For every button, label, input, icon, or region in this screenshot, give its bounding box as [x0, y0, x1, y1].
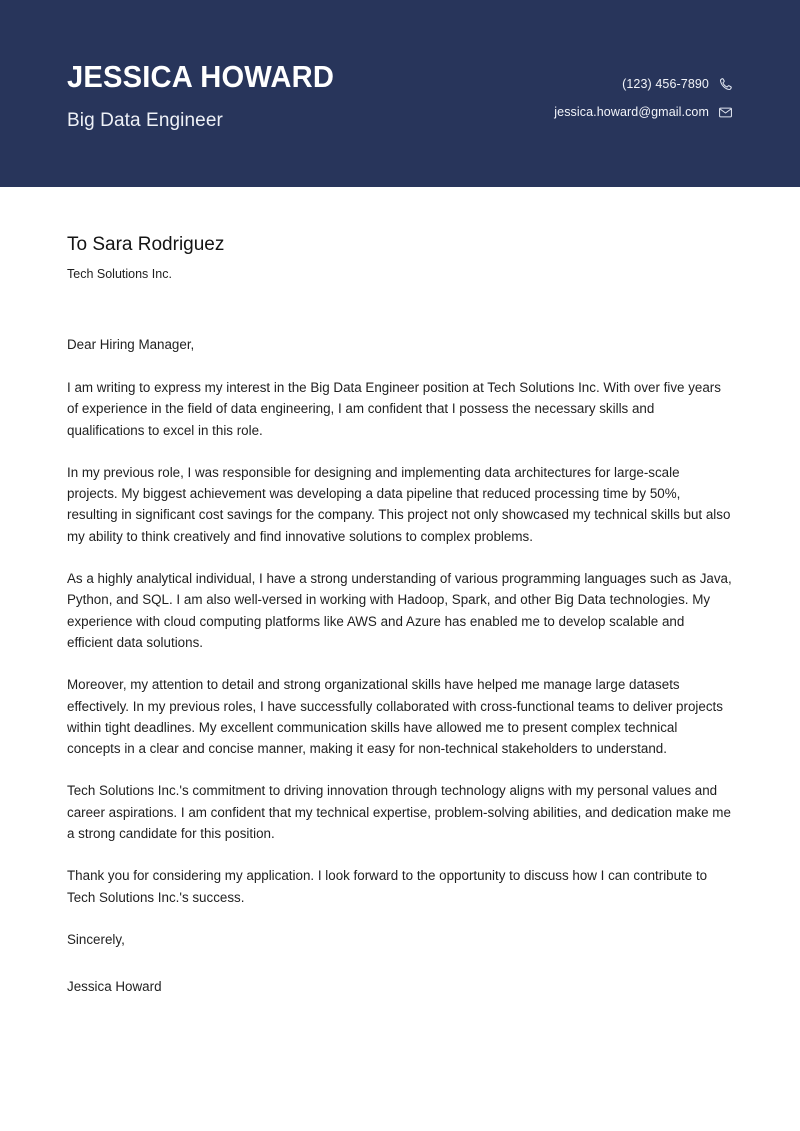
- recipient-name: To Sara Rodriguez: [67, 234, 225, 255]
- salutation: Dear Hiring Manager,: [67, 337, 195, 352]
- signature-name: Jessica Howard: [67, 978, 162, 994]
- envelope-icon: [718, 105, 733, 120]
- contact-phone-value: (123) 456-7890: [622, 76, 709, 91]
- contact-email-row[interactable]: [554, 105, 733, 120]
- phone-icon: [718, 77, 733, 92]
- candidate-job-title: Big Data Engineer: [67, 110, 223, 132]
- recipient-company: Tech Solutions Inc.: [67, 266, 172, 281]
- contact-email-value: jessica.howard@gmail.com: [554, 104, 709, 119]
- recipient-block: [67, 233, 733, 282]
- contact-phone-row[interactable]: [622, 77, 733, 92]
- letter-paragraph: Thank you for considering my application. I look forward to the opportunity to discuss how I can contribute to Tech Solutions Inc.'s success.: [67, 868, 708, 905]
- letter-header: [0, 0, 800, 187]
- letter-paragraph: As a highly analytical individual, I have a strong understanding of various programming languages such as Java, Python, and SQL. I am also well-versed in working with Hadoop, Spark, and other Big Data technologies. My experience with cloud computing platforms like AWS and Azure has enabled me to develop scalable and efficient data solutions.: [67, 571, 732, 650]
- letter-content: [67, 334, 733, 997]
- header-inner: [67, 58, 733, 132]
- letter-body: [0, 187, 800, 997]
- contact-block: [554, 77, 733, 120]
- closing-salutation: Sincerely,: [67, 931, 125, 947]
- letter-paragraph: I am writing to express my interest in the Big Data Engineer position at Tech Solutions Inc. With over five years of experience in the field of data engineering, I am confident that I possess the necessary skills and qualifications to excel in this role.: [67, 380, 721, 438]
- letter-paragraph: Moreover, my attention to detail and strong organizational skills have helped me manage large datasets effectively. In my previous roles, I have successfully collaborated with cross-functional teams to deliver projects within tight deadlines. My excellent communication skills have allowed me to present complex technical concepts in a clear and concise manner, making it easy for non-technical stakeholders to understand.: [67, 677, 723, 757]
- letter-paragraph: Tech Solutions Inc.'s commitment to driving innovation through technology aligns with my personal values and career aspirations. I am confident that my technical expertise, problem-solving abilities, and dedication make me a strong candidate for this position.: [67, 783, 731, 842]
- candidate-name: JESSICA HOWARD: [67, 58, 335, 94]
- identity-block: [67, 58, 351, 132]
- letter-paragraph: In my previous role, I was responsible for designing and implementing data architectures for large-scale projects. My biggest achievement was developing a data pipeline that reduced processing time by 50%, resulting in significant cost savings for the company. This project not only showcased my technical skills but also my ability to think creatively and find innovative solutions to complex problems.: [67, 464, 731, 544]
